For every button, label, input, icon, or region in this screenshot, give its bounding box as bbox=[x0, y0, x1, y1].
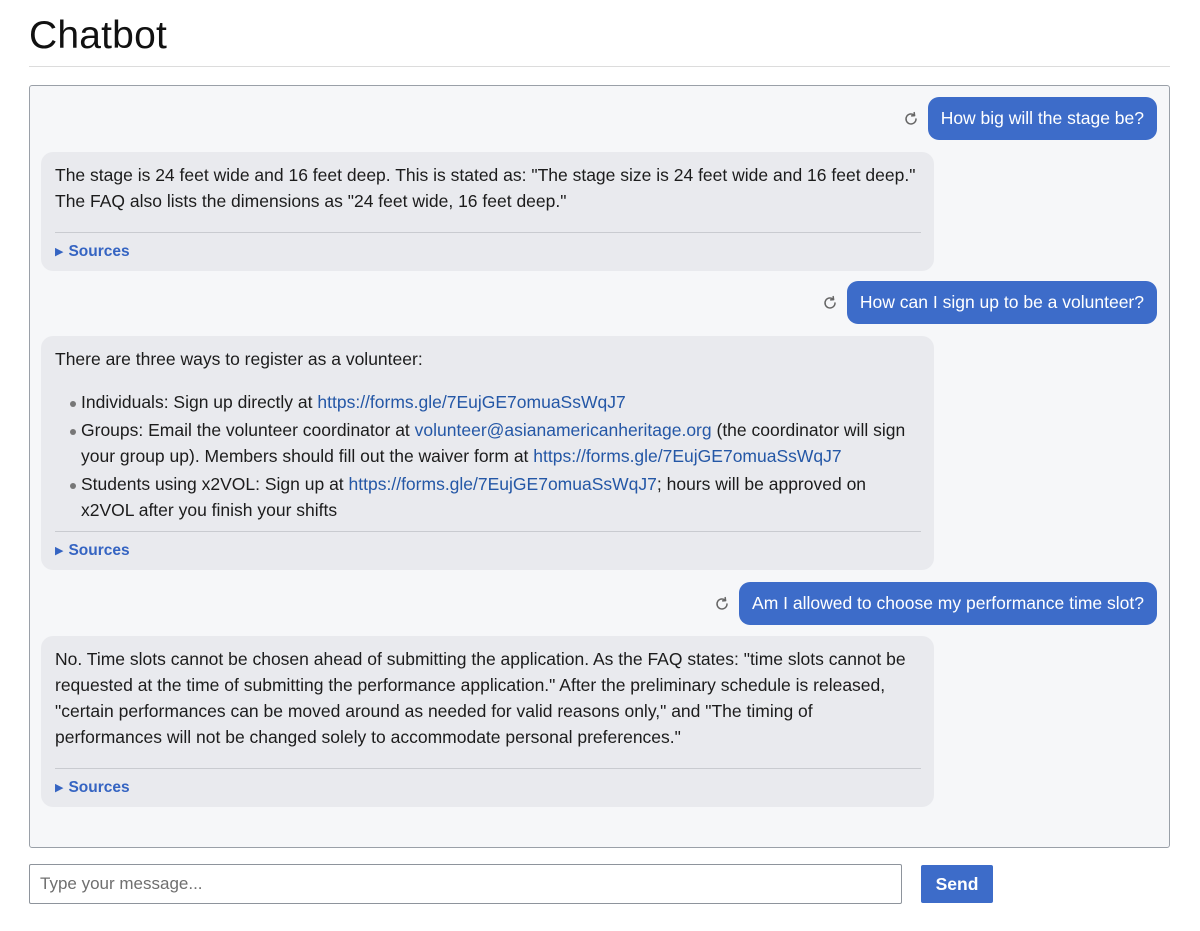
refresh-icon[interactable] bbox=[902, 110, 920, 128]
user-message: How big will the stage be? bbox=[928, 97, 1157, 140]
user-message: How can I sign up to be a volunteer? bbox=[847, 281, 1157, 324]
refresh-icon[interactable] bbox=[713, 595, 731, 613]
list-item: Groups: Email the volunteer coordinator at volunteer@asianamericanheritage.org (the coordinator will sign your group up). Members should fill out the waiver form at https://forms.gle/7EujGE7omuaSsWqJ7 bbox=[55, 417, 921, 469]
waiver-link[interactable]: https://forms.gle/7EujGE7omuaSsWqJ7 bbox=[533, 446, 842, 466]
x2vol-signup-link[interactable]: https://forms.gle/7EujGE7omuaSsWqJ7 bbox=[348, 474, 657, 494]
sources-toggle[interactable] bbox=[55, 532, 921, 570]
list-item: Students using x2VOL: Sign up at https://forms.gle/7EujGE7omuaSsWqJ7; hours will be approved on x2VOL after you finish your shifts bbox=[55, 471, 921, 523]
page-title: Chatbot bbox=[29, 14, 167, 57]
sources-toggle[interactable] bbox=[55, 769, 921, 807]
bot-message bbox=[41, 636, 934, 807]
triangle-right-icon: ▶ bbox=[55, 782, 64, 794]
message-input[interactable] bbox=[29, 864, 902, 904]
list-item: Individuals: Sign up directly at https://forms.gle/7EujGE7omuaSsWqJ7 bbox=[55, 389, 921, 415]
triangle-right-icon: ▶ bbox=[55, 545, 64, 557]
bot-message bbox=[41, 336, 934, 570]
signup-link[interactable]: https://forms.gle/7EujGE7omuaSsWqJ7 bbox=[317, 392, 626, 412]
user-message: Am I allowed to choose my performance time slot? bbox=[739, 582, 1157, 625]
refresh-icon[interactable] bbox=[821, 294, 839, 312]
sources-label: Sources bbox=[68, 243, 130, 260]
user-message-row bbox=[821, 281, 1157, 324]
volunteer-options-list bbox=[55, 389, 921, 523]
bot-message-text: The stage is 24 feet wide and 16 feet deep. This is stated as: "The stage size is 24 feet wide and 16 feet deep." The FAQ also lists the dimensions as "24 feet wide, 16 feet deep." bbox=[55, 165, 916, 211]
sources-label: Sources bbox=[68, 542, 130, 559]
bot-message bbox=[41, 152, 934, 271]
user-message-row bbox=[902, 97, 1157, 140]
email-link[interactable]: volunteer@asianamericanheritage.org bbox=[414, 420, 712, 440]
send-button[interactable]: Send bbox=[921, 865, 993, 903]
bot-message-intro: There are three ways to register as a volunteer: bbox=[55, 349, 423, 369]
triangle-right-icon: ▶ bbox=[55, 246, 64, 258]
chat-history[interactable] bbox=[29, 85, 1170, 848]
bot-message-text: No. Time slots cannot be chosen ahead of submitting the application. As the FAQ states: "time slots cannot be requested at the time of submitting the performance application." After the preliminary schedule is released, "certain performances can be moved around as needed for valid reasons only," and "The timing of performances will not be changed solely to accommodate personal preferences." bbox=[55, 649, 906, 747]
title-divider bbox=[29, 66, 1170, 67]
user-message-row bbox=[713, 582, 1157, 625]
sources-label: Sources bbox=[68, 779, 130, 796]
sources-toggle[interactable] bbox=[55, 233, 921, 271]
